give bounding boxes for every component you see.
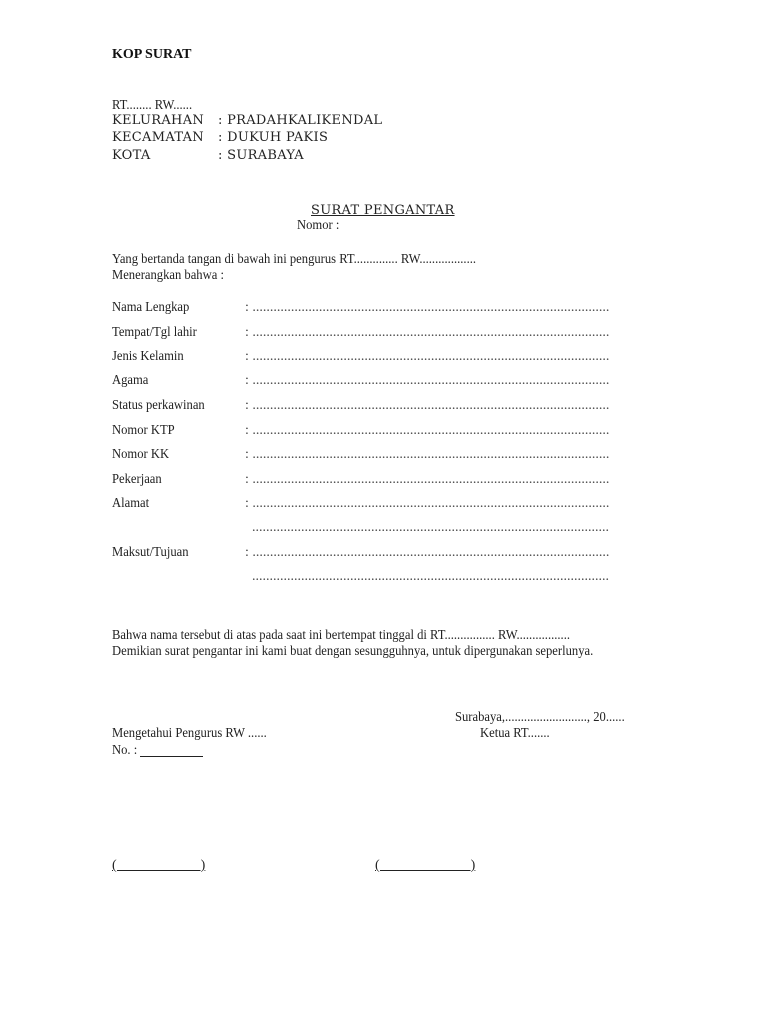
intro-line-1: Yang bertanda tangan di bawah ini pengurus RT.............. RW.................. [112,252,477,267]
intro-line-2: Menerangkan bahwa : [112,268,224,283]
field-label: Jenis Kelamin [112,349,184,364]
field-value-blank: : ...................................................................................................... [245,472,610,487]
closing-line-2: Demikian surat pengantar ini kami buat dengan sesungguhnya, untuk dipergunakan seperlunya. [112,644,594,659]
field-label: Maksut/Tujuan [112,545,189,560]
document-title: SURAT PENGANTAR [311,203,455,218]
header-label-kecamatan: KECAMATAN [112,130,204,145]
field-value-blank: : ...................................................................................................... [245,545,610,560]
rt-signatory-label: Ketua RT....... [480,726,550,741]
rw-number-line [140,756,203,757]
field-value-blank: : ...................................................................................................... [245,447,610,462]
rw-signatory-label: Mengetahui Pengurus RW ...... [112,726,267,741]
field-label: Nama Lengkap [112,300,190,315]
header-value-kelurahan: : PRADAHKALIKENDAL [218,113,383,128]
field-label: Agama [112,373,149,388]
field-value-continuation: ...................................................................................................... [245,520,609,535]
nomor-label: Nomor : [297,218,340,233]
place-date: Surabaya,.........................., 20...... [455,710,625,725]
field-value-blank: : ...................................................................................................... [245,373,610,388]
signature-left: ( ) [112,858,206,873]
field-value-blank: : ...................................................................................................... [245,398,610,413]
field-label: Tempat/Tgl lahir [112,325,197,340]
field-label: Status perkawinan [112,398,205,413]
field-value-blank: : ...................................................................................................... [245,325,610,340]
field-label: Alamat [112,496,150,511]
header-label-kota: KOTA [112,148,151,163]
header-value-kecamatan: : DUKUH PAKIS [218,130,329,145]
header-label-kelurahan: KELURAHAN [112,113,205,128]
rw-number-label: No. : [112,743,138,758]
field-value-blank: : ...................................................................................................... [245,423,610,438]
field-value-blank: : ...................................................................................................... [245,349,610,364]
field-label: Nomor KTP [112,423,175,438]
header-value-kota: : SURABAYA [218,148,304,163]
field-value-blank: : ...................................................................................................... [245,300,610,315]
kop-surat-heading: KOP SURAT [112,47,192,62]
field-label: Pekerjaan [112,472,162,487]
closing-line-1: Bahwa nama tersebut di atas pada saat ini bertempat tinggal di RT................ RW................. [112,628,571,643]
rt-rw-line: RT........ RW...... [112,98,193,113]
signature-right: ( ) [375,858,476,873]
field-value-blank: : ...................................................................................................... [245,496,610,511]
field-value-continuation: ...................................................................................................... [245,569,609,584]
field-label: Nomor KK [112,447,170,462]
